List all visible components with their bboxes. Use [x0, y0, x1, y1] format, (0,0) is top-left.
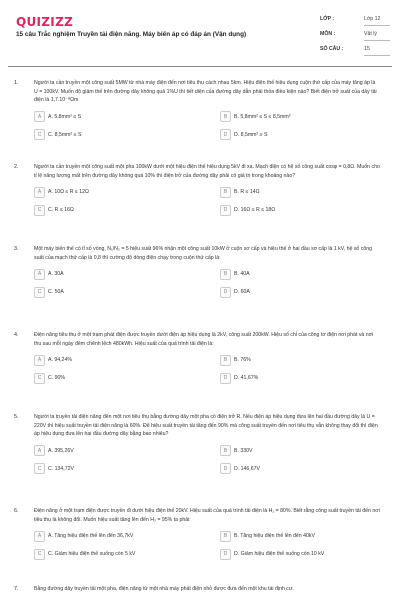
answer-letter: C — [34, 549, 45, 560]
answer-letter: C — [34, 373, 45, 384]
answer-text: C. 8,5mm² ≤ S — [48, 131, 82, 138]
quizizz-logo: QUIZIZZ — [16, 15, 74, 29]
meta-label: SỐ CÂU : — [320, 46, 344, 52]
question-number: 1. — [14, 80, 19, 86]
answer-option[interactable] — [34, 463, 194, 475]
answer-letter: B — [220, 269, 231, 280]
answer-letter: D — [220, 549, 231, 560]
answer-option[interactable] — [220, 372, 380, 384]
answer-text: B. 330V — [234, 447, 253, 454]
question-text: Điện năng tiêu thụ ở một trạm phát điện được truyền dưới điện áp hiệu dụng là 2kV, công suất 200kW. Hiệu số chỉ của công tơ điện nơi phát và nơi thu sau mỗi ngày đêm chênh lệch 480kWh. Hiệu suất của quá trình tải điện là: — [34, 332, 374, 347]
answer-text: B. Tăng hiệu điện thế lên đến 40kV — [234, 533, 315, 540]
answer-letter: B — [220, 445, 231, 456]
question-number: 5. — [14, 414, 19, 420]
answer-letter: D — [220, 373, 231, 384]
answer-option[interactable] — [220, 463, 380, 475]
answer-option[interactable] — [34, 129, 194, 141]
answer-text: B. 76% — [234, 357, 251, 364]
answer-text: B. 40A — [234, 271, 250, 278]
answer-letter: D — [220, 463, 231, 474]
answer-letter: C — [34, 205, 45, 216]
question-text: Người ta truyền tải điện năng đến một nơi tiêu thụ bằng đường dây một pha có điện trở R. Nếu điện áp hiệu dụng đưa lên hai đầu đường dây là U = 220V thì hiệu suất truyền tải điện năng là 60%. Để hiệu suất truyền tải tăng đến 90% mà công suất truyền đến nơi tiêu thụ vẫn không thay đổi thì điện áp hiệu dụng đưa lên hai đầu đường dây bằng bao nhiêu? — [34, 414, 378, 438]
answer-text: D. 60A — [234, 289, 250, 296]
answer-option[interactable] — [220, 286, 380, 298]
answer-option[interactable] — [220, 530, 380, 542]
answer-option[interactable] — [34, 204, 194, 216]
question-item — [0, 412, 400, 506]
meta-label: LỚP : — [320, 16, 335, 22]
question-text: Điện năng ở một trạm điện được truyền đi dưới hiệu điện thế 20kV. Hiệu suất của quá trình tải điện là H₁ = 80%. Biết rằng công suất truyền tải đến nơi tiêu thụ là không đổi. Muốn hiệu suất tăng lên đến H₂ = 95% ta phải: — [34, 508, 380, 523]
answer-option[interactable] — [34, 372, 194, 384]
answer-text: C. Giảm hiệu điện thế xuống còn 5 kV — [48, 551, 136, 558]
question-text: Bằng đường dây truyền tải một pha, điện năng từ một nhà máy phát điện nhỏ được đưa đến một khu tái định cư. — [34, 586, 294, 592]
answer-letter: D — [220, 129, 231, 140]
question-number: 7. — [14, 586, 19, 592]
answer-options — [34, 530, 380, 560]
answer-options — [34, 445, 380, 475]
answer-option[interactable] — [220, 186, 380, 198]
question-item — [0, 584, 400, 594]
question-text: Người ta cần truyền một công suất một pha 100kW dưới một hiệu điện thế hiệu dụng 5kV đi xa. Mạch điện có hệ số công suất cosφ = 0,8Ω. Muốn cho tỉ lệ năng lượng mất trên đường dây không quá 10% thì điện trở của đường dây phải có giá trị trong khoảng nào? — [34, 164, 380, 179]
answer-text: D. 41,67% — [234, 375, 259, 382]
answer-letter: C — [34, 287, 45, 298]
answer-text: D. 16Ω ≤ R ≤ 18Ω — [234, 207, 276, 214]
question-text: Người ta cần truyền một công suất 5MW từ nhà máy điện đến nơi tiêu thụ cách nhau 5km. Hiệu điện thế hiệu dụng cuộn thứ cấp của máy tăng áp là U = 100kV. Muốn độ giảm thế trên đường dây không quá 1%U thì tiết diện của đường dây dẫn phải thỏa điều kiện nào? Biết điện trở suất của dây tải điện là 1,7.10⁻⁸Ωm — [34, 80, 377, 104]
meta-label: MÔN : — [320, 31, 336, 37]
answer-text: A. 10Ω ≤ R ≤ 12Ω — [48, 189, 89, 196]
answer-option[interactable] — [220, 548, 380, 560]
answer-letter: B — [220, 187, 231, 198]
answer-options — [34, 186, 380, 216]
question-number: 6. — [14, 508, 19, 514]
answer-option[interactable] — [34, 548, 194, 560]
answer-text: A. Tăng hiệu điện thế lên đến 36,7kV — [48, 533, 134, 540]
worksheet-header — [0, 0, 400, 66]
question-number: 4. — [14, 332, 19, 338]
answer-option[interactable] — [34, 530, 194, 542]
answer-text: D. 146,67V — [234, 465, 260, 472]
answer-text: C. R ≤ 16Ω — [48, 207, 74, 214]
answer-letter: A — [34, 445, 45, 456]
answer-option[interactable] — [34, 111, 194, 123]
answer-options — [34, 111, 380, 141]
meta-value: Vật lý — [364, 31, 390, 41]
question-number: 2. — [14, 164, 19, 170]
answer-text: B. 5,8mm² ≤ S ≤ 8,5mm² — [234, 113, 291, 120]
answer-letter: C — [34, 463, 45, 474]
answer-option[interactable] — [34, 268, 194, 280]
answer-text: A. 30A — [48, 271, 64, 278]
answer-letter: A — [34, 187, 45, 198]
answer-option[interactable] — [220, 111, 380, 123]
answer-option[interactable] — [34, 445, 194, 457]
question-list — [0, 78, 400, 594]
answer-letter: B — [220, 531, 231, 542]
answer-letter: C — [34, 129, 45, 140]
meta-value: Lớp 12 — [364, 16, 390, 26]
answer-letter: A — [34, 531, 45, 542]
answer-letter: B — [220, 111, 231, 122]
meta-row-grade — [320, 12, 390, 27]
question-item — [0, 162, 400, 244]
question-number: 3. — [14, 246, 19, 252]
question-text: Một máy biến thế có tỉ số vòng, N₁/N₂ = 5 hiệu suất 96% nhận một công suất 10kW ở cuộn sơ cấp và hiệu thế ở hai đầu sơ cấp là 1 kV, hệ số công suất của mạch thứ cấp là 0,8 thì cường độ dòng điện chạy trong cuộn thứ cấp là: — [34, 246, 372, 261]
question-item — [0, 244, 400, 330]
answer-text: C. 134,72V — [48, 465, 74, 472]
question-item — [0, 506, 400, 584]
answer-letter: D — [220, 287, 231, 298]
question-item — [0, 78, 400, 162]
answer-text: A. 395,26V — [48, 447, 74, 454]
answer-option[interactable] — [220, 354, 380, 366]
meta-row-subject — [320, 27, 390, 42]
answer-text: D. 8,5mm² ≥ S — [234, 131, 268, 138]
answer-option[interactable] — [220, 129, 380, 141]
answer-option[interactable] — [220, 268, 380, 280]
answer-option[interactable] — [34, 354, 194, 366]
answer-text: C. 50A — [48, 289, 64, 296]
question-item — [0, 330, 400, 412]
answer-option[interactable] — [220, 445, 380, 457]
answer-text: C. 90% — [48, 375, 66, 382]
answer-text: A. 5,8mm² ≤ S — [48, 113, 82, 120]
answer-option[interactable] — [34, 186, 194, 198]
answer-letter: B — [220, 355, 231, 366]
answer-letter: A — [34, 355, 45, 366]
worksheet-title: 15 câu Trắc nghiệm Truyền tải điện năng. Máy biến áp có đáp án (Vận dụng) — [16, 31, 247, 38]
meta-value: 15 — [364, 46, 390, 56]
answer-text: B. R ≤ 14Ω — [234, 189, 260, 196]
answer-options — [34, 268, 380, 298]
meta-row-count — [320, 42, 390, 57]
answer-letter: D — [220, 205, 231, 216]
answer-option[interactable] — [220, 204, 380, 216]
answer-letter: A — [34, 111, 45, 122]
answer-text: D. Giảm hiệu điện thế xuống còn 10 kV — [234, 551, 325, 558]
header-divider — [8, 66, 392, 67]
worksheet-meta — [320, 12, 390, 57]
answer-options — [34, 354, 380, 384]
answer-text: A. 94,24% — [48, 357, 72, 364]
answer-option[interactable] — [34, 286, 194, 298]
answer-letter: A — [34, 269, 45, 280]
